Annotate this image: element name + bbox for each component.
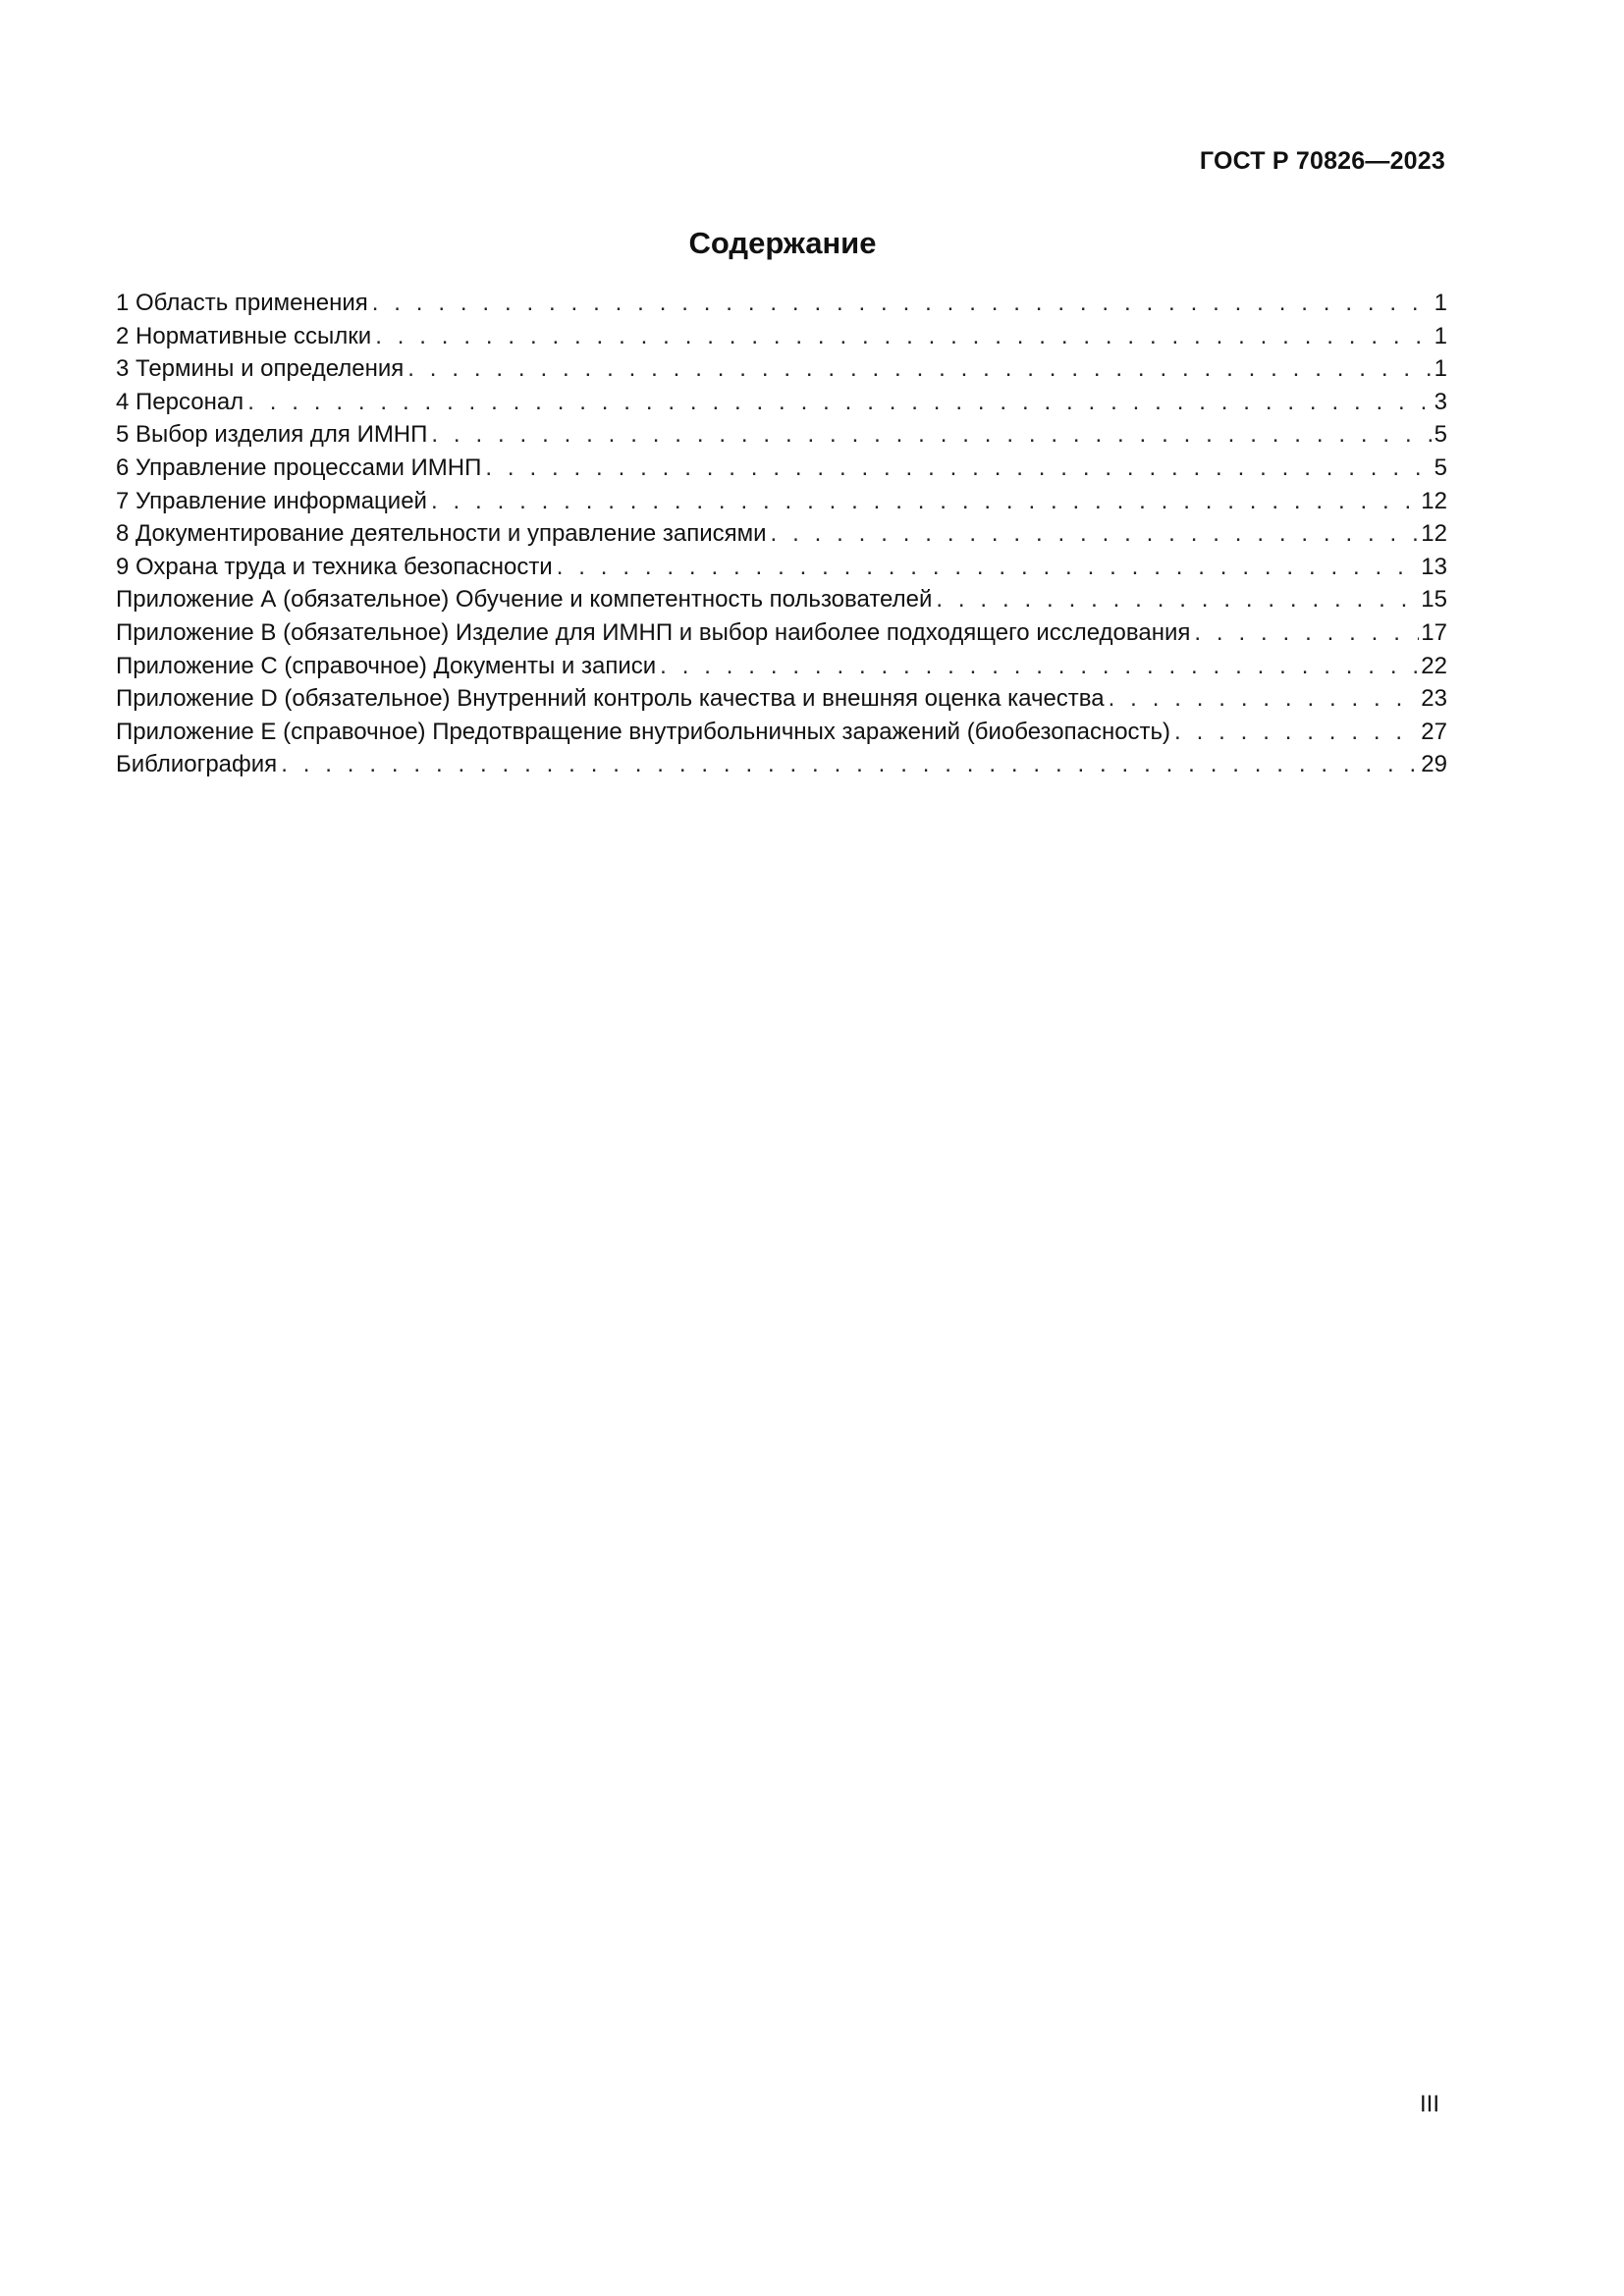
toc-entry-label: Библиография xyxy=(116,751,278,778)
dot-leader xyxy=(1174,716,1419,749)
dot-leader xyxy=(660,650,1419,683)
toc-entry[interactable] xyxy=(116,682,1447,716)
toc-entry-label: 8 Документирование деятельности и управление записями xyxy=(116,520,767,548)
toc-entry-page: 27 xyxy=(1421,718,1447,745)
page-number: III xyxy=(1419,2091,1439,2117)
toc-entry-label: Приложение D (обязательное) Внутренний контроль качества и внешняя оценка качества xyxy=(116,685,1105,713)
toc-entry-label: 2 Нормативные ссылки xyxy=(116,322,372,349)
toc-entry[interactable] xyxy=(116,583,1447,616)
dot-leader xyxy=(247,386,1432,419)
toc-entry[interactable] xyxy=(116,352,1447,386)
toc-entry[interactable] xyxy=(116,616,1447,650)
toc-entry[interactable] xyxy=(116,650,1447,683)
toc-entry[interactable] xyxy=(116,517,1447,551)
dot-leader xyxy=(375,320,1432,353)
toc-entry-page: 1 xyxy=(1434,355,1447,383)
toc-entry-label: 9 Охрана труда и техника безопасности xyxy=(116,553,553,580)
toc-entry-page: 3 xyxy=(1434,388,1447,415)
toc-entry-page: 15 xyxy=(1421,586,1447,614)
toc-entry-page: 29 xyxy=(1421,751,1447,778)
toc-entry[interactable] xyxy=(116,452,1447,485)
toc-entry[interactable] xyxy=(116,320,1447,353)
dot-leader xyxy=(431,485,1419,518)
toc-entry-page: 1 xyxy=(1434,290,1447,316)
toc-entry-label: Приложение С (справочное) Документы и записи xyxy=(116,652,657,679)
dot-leader xyxy=(372,287,1433,320)
toc-entry-label: 5 Выбор изделия для ИМНП xyxy=(116,421,428,449)
toc-entry-page: 5 xyxy=(1434,421,1447,449)
dot-leader xyxy=(431,418,1432,452)
dot-leader xyxy=(1194,616,1419,650)
toc-entry[interactable] xyxy=(116,748,1447,781)
document-code: ГОСТ Р 70826—2023 xyxy=(1199,147,1445,175)
toc-entry[interactable] xyxy=(116,551,1447,584)
toc-entry[interactable] xyxy=(116,716,1447,749)
toc-entry-label: Приложение А (обязательное) Обучение и компетентность пользователей xyxy=(116,586,933,614)
toc-entry-label: Приложение В (обязательное) Изделие для ИМНП и выбор наиболее подходящего исследования xyxy=(116,618,1191,646)
toc-entry-page: 5 xyxy=(1434,454,1447,481)
toc-entry-page: 17 xyxy=(1421,618,1447,646)
toc-entry-page: 22 xyxy=(1421,652,1447,679)
toc-entry-label: 1 Область применения xyxy=(116,290,368,316)
toc-entry[interactable] xyxy=(116,485,1447,518)
dot-leader xyxy=(485,452,1432,485)
toc-entry-page: 13 xyxy=(1421,553,1447,580)
toc-entry[interactable] xyxy=(116,386,1447,419)
toc-entry-label: Приложение Е (справочное) Предотвращение внутрибольничных заражений (биобезопасность) xyxy=(116,718,1171,745)
dot-leader xyxy=(771,517,1420,551)
toc-entry-label: 6 Управление процессами ИМНП xyxy=(116,454,482,481)
toc-entry[interactable] xyxy=(116,287,1447,320)
table-of-contents xyxy=(116,287,1447,781)
dot-leader xyxy=(1109,682,1420,716)
dot-leader xyxy=(407,352,1432,386)
toc-entry-label: 3 Термины и определения xyxy=(116,355,405,383)
toc-entry-page: 1 xyxy=(1434,322,1447,349)
dot-leader xyxy=(281,748,1419,781)
toc-entry-label: 4 Персонал xyxy=(116,388,244,415)
toc-title: Содержание xyxy=(688,226,877,260)
toc-entry[interactable] xyxy=(116,418,1447,452)
dot-leader xyxy=(936,583,1419,616)
toc-entry-label: 7 Управление информацией xyxy=(116,487,427,514)
toc-entry-page: 12 xyxy=(1421,487,1447,514)
toc-entry-page: 23 xyxy=(1421,685,1447,713)
dot-leader xyxy=(557,551,1420,584)
toc-entry-page: 12 xyxy=(1421,520,1447,548)
